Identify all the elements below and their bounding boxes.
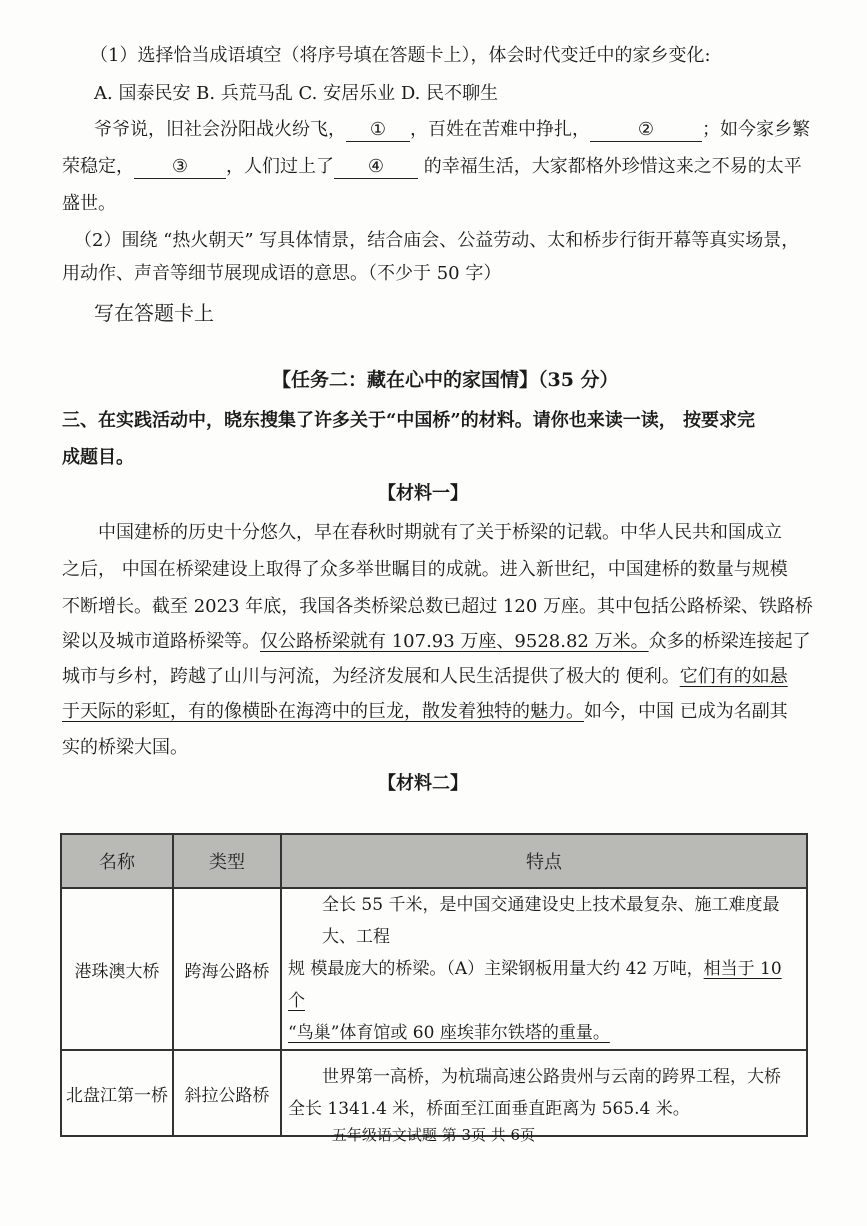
material1-text: 城市与乡村，跨越了山川与河流，为经济发展和人民生活提供了极大的 便利。 bbox=[62, 666, 680, 687]
answer-blank-2: ② bbox=[590, 119, 702, 142]
underlined-feature: 相当于 10 个 bbox=[288, 959, 782, 1011]
task2-title: 【任务二：藏在心中的家国情】（35 分） bbox=[272, 369, 619, 391]
material2-heading: 【材料二】 bbox=[378, 773, 468, 794]
column-header-name: 名称 bbox=[61, 834, 173, 888]
material1-text: 如今，中国 已成为名副其 bbox=[584, 701, 788, 722]
bridge-features bbox=[281, 888, 807, 1050]
table-row bbox=[61, 888, 807, 1050]
underlined-feature-cont: “鸟巢”体育馆或 60 座埃菲尔铁塔的重量。 bbox=[288, 1023, 610, 1043]
q3-line2: 成题目。 bbox=[62, 447, 134, 468]
bridge-type: 斜拉公路桥 bbox=[173, 1050, 281, 1136]
underlined-sentence-1: 仅公路桥梁就有 107.93 万座、9528.82 万米。 bbox=[260, 631, 649, 652]
q1-text: ，百姓在苦难中挣扎， bbox=[410, 119, 590, 140]
q2-line1: （2）围绕 “热火朝天” 写具体情景，结合庙会、公益劳动、太和桥步行街开幕等真实场景， bbox=[74, 230, 800, 251]
answer-card-note: 写在答题卡上 bbox=[94, 301, 214, 325]
q1-text: 荣稳定， bbox=[62, 156, 134, 177]
feature-text: 规 模最庞大的桥梁。（A）主梁钢板用量大约 42 万吨， bbox=[288, 959, 704, 979]
material1-line3: 不断增长。截至 2023 年底，我国各类桥梁总数已超过 120 万座。其中包括公路桥梁、铁路桥 bbox=[62, 596, 814, 617]
feature-line: 世界第一高桥，为杭瑞高速公路贵州与云南的跨界工程，大桥 bbox=[322, 1067, 781, 1087]
answer-blank-3: ③ bbox=[134, 156, 226, 179]
material1-heading: 【材料一】 bbox=[378, 483, 468, 504]
bridge-type: 跨海公路桥 bbox=[173, 888, 281, 1050]
underlined-sentence-2: 它们有的如悬 bbox=[679, 666, 788, 687]
column-header-type: 类型 bbox=[173, 834, 281, 888]
bridge-table-wrapper bbox=[60, 833, 806, 1137]
feature-line: 全长 55 千米，是中国交通建设史上技术最复杂、施工难度最大、工程 bbox=[322, 895, 780, 947]
underlined-sentence-2-cont: 于天际的彩虹，有的像横卧在海湾中的巨龙，散发着独特的魅力。 bbox=[62, 701, 584, 722]
material1-line5 bbox=[62, 665, 788, 689]
q1-options: A. 国泰民安 B. 兵荒马乱 C. 安居乐业 D. 民不聊生 bbox=[94, 83, 499, 104]
answer-blank-4: ④ bbox=[334, 156, 418, 179]
material1-line7: 实的桥梁大国。 bbox=[62, 737, 188, 758]
material1-text: 众多的桥梁连接起了 bbox=[648, 631, 811, 652]
column-header-features: 特点 bbox=[281, 834, 807, 888]
page-footer: 五年级语文试题 第 3页 共 6页 bbox=[331, 1126, 536, 1144]
feature-line bbox=[288, 953, 800, 1017]
table-header-row bbox=[61, 834, 807, 888]
q1-text: 的幸福生活，大家都格外珍惜这来之不易的太平 bbox=[418, 156, 802, 177]
q2-line2: 用动作、声音等细节展现成语的意思。（不少于 50 字） bbox=[62, 263, 502, 284]
q3-line1: 三、在实践活动中，晓东搜集了许多关于“中国桥”的材料。请你也来读一读， 按要求完 bbox=[62, 410, 755, 431]
material1-line4 bbox=[62, 630, 811, 654]
bridge-name: 北盘江第一桥 bbox=[61, 1050, 173, 1136]
q1-sentence-line1 bbox=[94, 118, 810, 142]
q1-instruction: （1）选择恰当成语填空（将序号填在答题卡上），体会时代变迁中的家乡变化: bbox=[90, 45, 711, 66]
q1-sentence-line2 bbox=[62, 155, 802, 179]
q1-text: ，人们过上了 bbox=[226, 156, 334, 177]
q1-text: ；如今家乡繁 bbox=[702, 119, 810, 140]
material1-text: 梁以及城市道路桥梁等。 bbox=[62, 631, 260, 652]
feature-line bbox=[288, 1017, 800, 1049]
material1-line6 bbox=[62, 700, 788, 724]
material1-line2: 之后， 中国在桥梁建设上取得了众多举世瞩目的成就。进入新世纪，中国建桥的数量与规模 bbox=[62, 559, 788, 580]
q1-sentence-line3: 盛世。 bbox=[62, 193, 116, 214]
answer-blank-1: ① bbox=[346, 119, 410, 142]
feature-line: 全长 1341.4 米，桥面至江面垂直距离为 565.4 米。 bbox=[288, 1099, 690, 1119]
bridge-name: 港珠澳大桥 bbox=[61, 888, 173, 1050]
q1-text: 爷爷说，旧社会汾阳战火纷飞， bbox=[94, 119, 346, 140]
bridge-table bbox=[60, 833, 808, 1137]
material1-line1: 中国建桥的历史十分悠久，早在春秋时期就有了关于桥梁的记载。中华人民共和国成立 bbox=[98, 522, 782, 543]
